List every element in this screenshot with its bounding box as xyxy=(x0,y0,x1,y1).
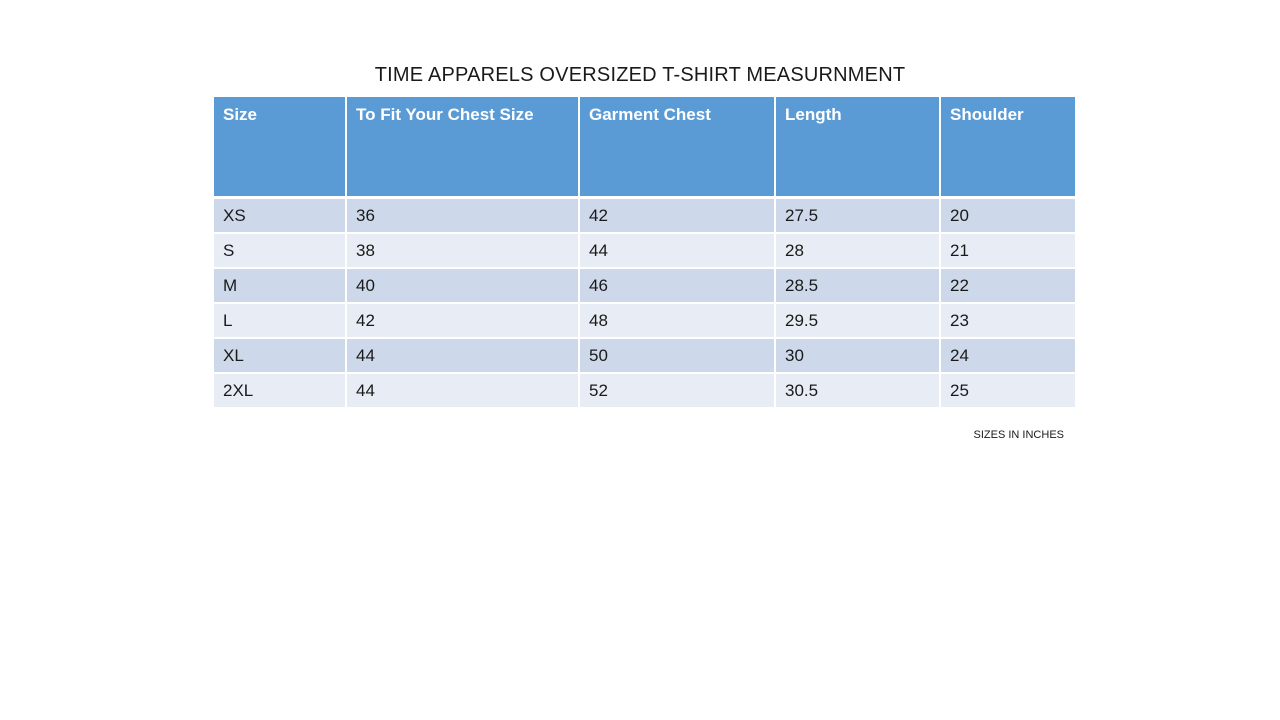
size-chart-table xyxy=(214,97,1075,407)
measurement-cell: 21 xyxy=(940,233,1075,268)
measurement-cell: 50 xyxy=(579,338,775,373)
measurement-cell: 44 xyxy=(346,373,579,407)
measurement-cell: 28.5 xyxy=(775,268,940,303)
size-cell: XS xyxy=(214,198,346,234)
column-header-shoulder: Shoulder xyxy=(940,97,1075,198)
size-cell: XL xyxy=(214,338,346,373)
measurement-cell: 29.5 xyxy=(775,303,940,338)
column-header-garment-chest: Garment Chest xyxy=(579,97,775,198)
measurement-cell: 23 xyxy=(940,303,1075,338)
column-header-size: Size xyxy=(214,97,346,198)
measurement-cell: 36 xyxy=(346,198,579,234)
table-body xyxy=(214,198,1075,408)
table-row xyxy=(214,338,1075,373)
page-title: TIME APPARELS OVERSIZED T-SHIRT MEASURNMENT xyxy=(374,64,906,86)
measurement-cell: 48 xyxy=(579,303,775,338)
column-header-length: Length xyxy=(775,97,940,198)
measurement-cell: 27.5 xyxy=(775,198,940,234)
measurement-cell: 28 xyxy=(775,233,940,268)
measurement-cell: 30 xyxy=(775,338,940,373)
measurement-cell: 42 xyxy=(346,303,579,338)
sizes-unit-footnote: SIZES IN INCHES xyxy=(973,429,1064,441)
measurement-cell: 42 xyxy=(579,198,775,234)
table-row xyxy=(214,373,1075,407)
measurement-cell: 24 xyxy=(940,338,1075,373)
size-cell: 2XL xyxy=(214,373,346,407)
measurement-cell: 30.5 xyxy=(775,373,940,407)
measurement-cell: 44 xyxy=(346,338,579,373)
table-header-row xyxy=(214,97,1075,198)
measurement-cell: 38 xyxy=(346,233,579,268)
size-cell: L xyxy=(214,303,346,338)
size-cell: M xyxy=(214,268,346,303)
table-row xyxy=(214,198,1075,234)
measurement-cell: 46 xyxy=(579,268,775,303)
column-header-to-fit-your-chest-size: To Fit Your Chest Size xyxy=(346,97,579,198)
measurement-cell: 44 xyxy=(579,233,775,268)
size-cell: S xyxy=(214,233,346,268)
table-row xyxy=(214,303,1075,338)
table-row xyxy=(214,233,1075,268)
measurement-cell: 25 xyxy=(940,373,1075,407)
measurement-cell: 52 xyxy=(579,373,775,407)
measurement-cell: 20 xyxy=(940,198,1075,234)
table-row xyxy=(214,268,1075,303)
measurement-cell: 40 xyxy=(346,268,579,303)
measurement-cell: 22 xyxy=(940,268,1075,303)
